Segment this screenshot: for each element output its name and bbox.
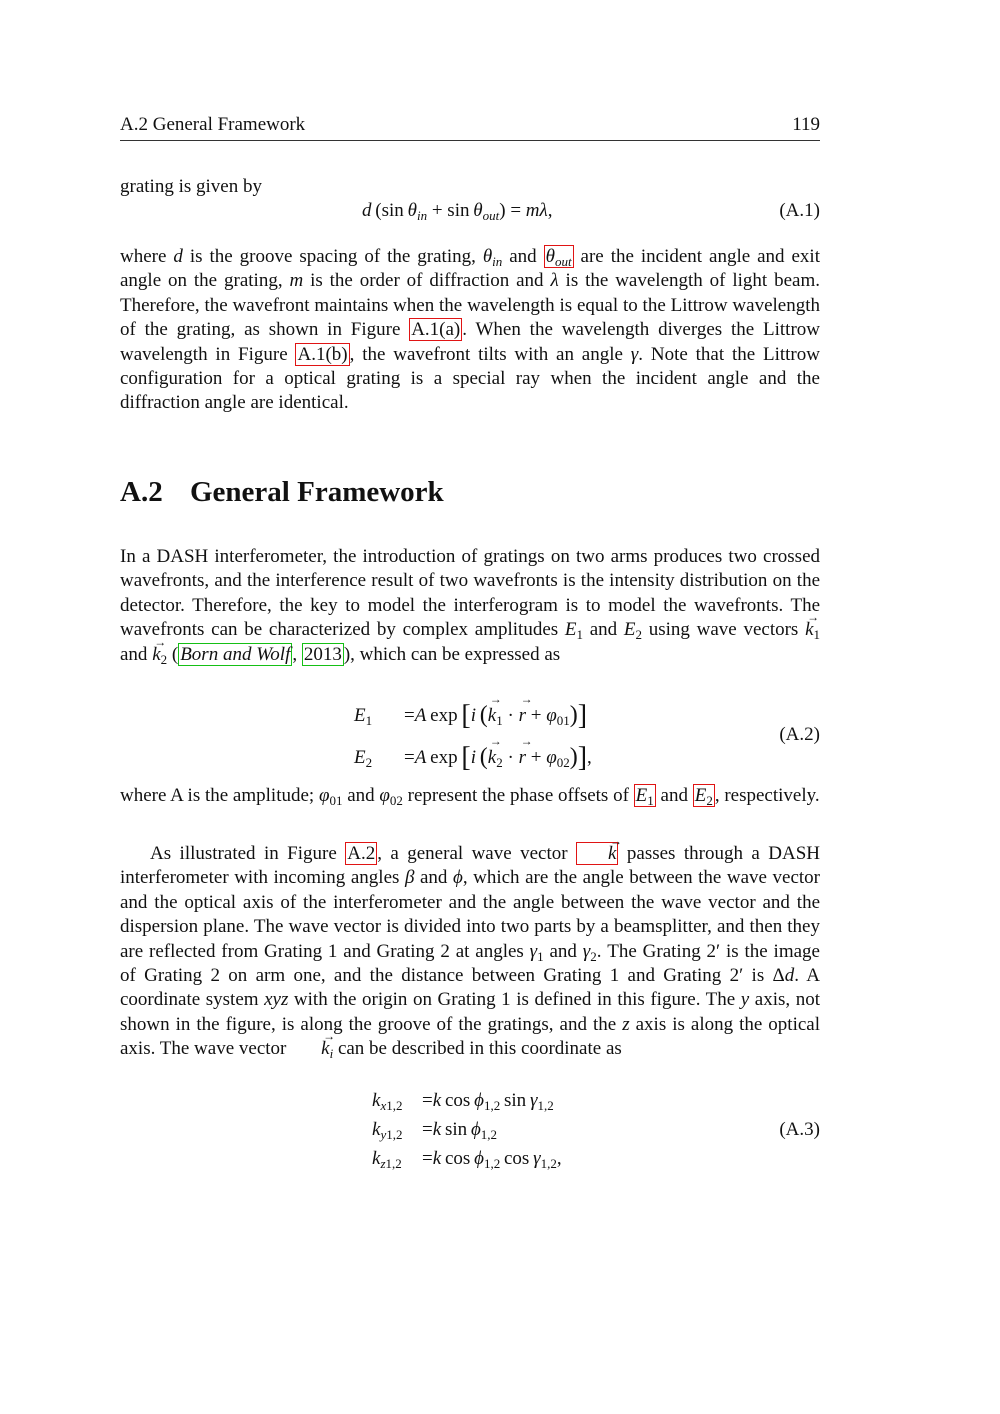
- link-e1[interactable]: $E_1$: [635, 785, 654, 808]
- equation-number-a1: (A.1): [779, 200, 820, 221]
- link-e2[interactable]: $E_2$: [694, 785, 713, 808]
- section-title: General Framework: [190, 476, 444, 508]
- equation-a1: d (sin $\theta_{in} + \sin \theta_{out}) = m\lambda$,: [362, 200, 553, 223]
- link-k-vector[interactable]: → k: [576, 842, 618, 865]
- page-number: 119: [792, 114, 820, 135]
- header-title: A.2 General Framework: [120, 114, 306, 135]
- section-number: A.2: [120, 476, 163, 508]
- paragraph-grating: where d is the groove spacing of the grating, $\theta_{in}$ and $\theta_{out}$ are the incident angle and exit angle on the grating, m is the order of diffraction and λ is the wavelength of light beam. Therefore, the wavefront maintains when the wavelength is equal to the Littrow wavelength of the grating, as shown in Figure A.1(a) . When the wavelength diverges the Littrow wavelength in Figure A.1(b) , the wavefront tilts with an angle γ. Note that the Littrow configuration for a optical grating is a special ray when the incident angle and the diffraction angle are identical.: [120, 246, 820, 414]
- paragraph-framework: In a DASH interferometer, the introduction of gratings on two arms produces two crossed wavefronts, and the interference result of two wavefronts is the intensity distribution on the detector. Therefore, the key to model the interferogram is to model the wavefronts. The wavefronts can be characterized by complex amplitudes $E_1$ and $E_2$ using wave vectors → $k_1$ and → $k_2$ ( Born and Wolf , 2013 ), which can be expressed as: [120, 545, 820, 667]
- paragraph-wave-vector: As illustrated in Figure A.2 , a general wave vector → k passes through a DASH interferometer with incoming angles β and ϕ, which are the angle between the wave vector and the optical axis of the interferometer and the angle between the wave vector and the dispersion plane. The wave vector is divided into two parts by a beamsplitter, and then they are reflected from Grating 1 and Grating 2 at angles $\gamma_1$ and $\gamma_2$. The Grating 2′ is the image of Grating 2 on arm one, and the distance between Grating 1 and Grating 2′ is Δd. A coordinate system xyz with the origin on Grating 1 is defined in this figure. The y axis, not shown in the figure, is along the groove of the gratings, and the z axis is along the optical axis. The wave vector → $k_i$ can be described in this coordinate as: [120, 842, 820, 1062]
- equation-number-a3: (A.3): [779, 1119, 820, 1140]
- link-theta-out[interactable]: $\theta_{out}$: [545, 246, 572, 269]
- equation-number-a2: (A.2): [779, 724, 820, 745]
- section-heading: [120, 476, 444, 509]
- paragraph-intro: grating is given by: [120, 176, 262, 197]
- citation-year-link[interactable]: 2013: [303, 643, 342, 665]
- link-figure-a2[interactable]: A.2: [347, 843, 376, 864]
- paragraph-amplitude: where A is the amplitude; $\varphi_{01}$ and $\varphi_{02}$ represent the phase offsets of $E_1$ and $E_2$ , respectively.: [120, 785, 820, 808]
- citation-link[interactable]: Born and Wolf: [180, 643, 291, 665]
- link-figure-a1b[interactable]: A.1(b): [297, 343, 348, 365]
- link-figure-a1a[interactable]: A.1(a): [411, 319, 461, 341]
- running-header: [120, 114, 820, 141]
